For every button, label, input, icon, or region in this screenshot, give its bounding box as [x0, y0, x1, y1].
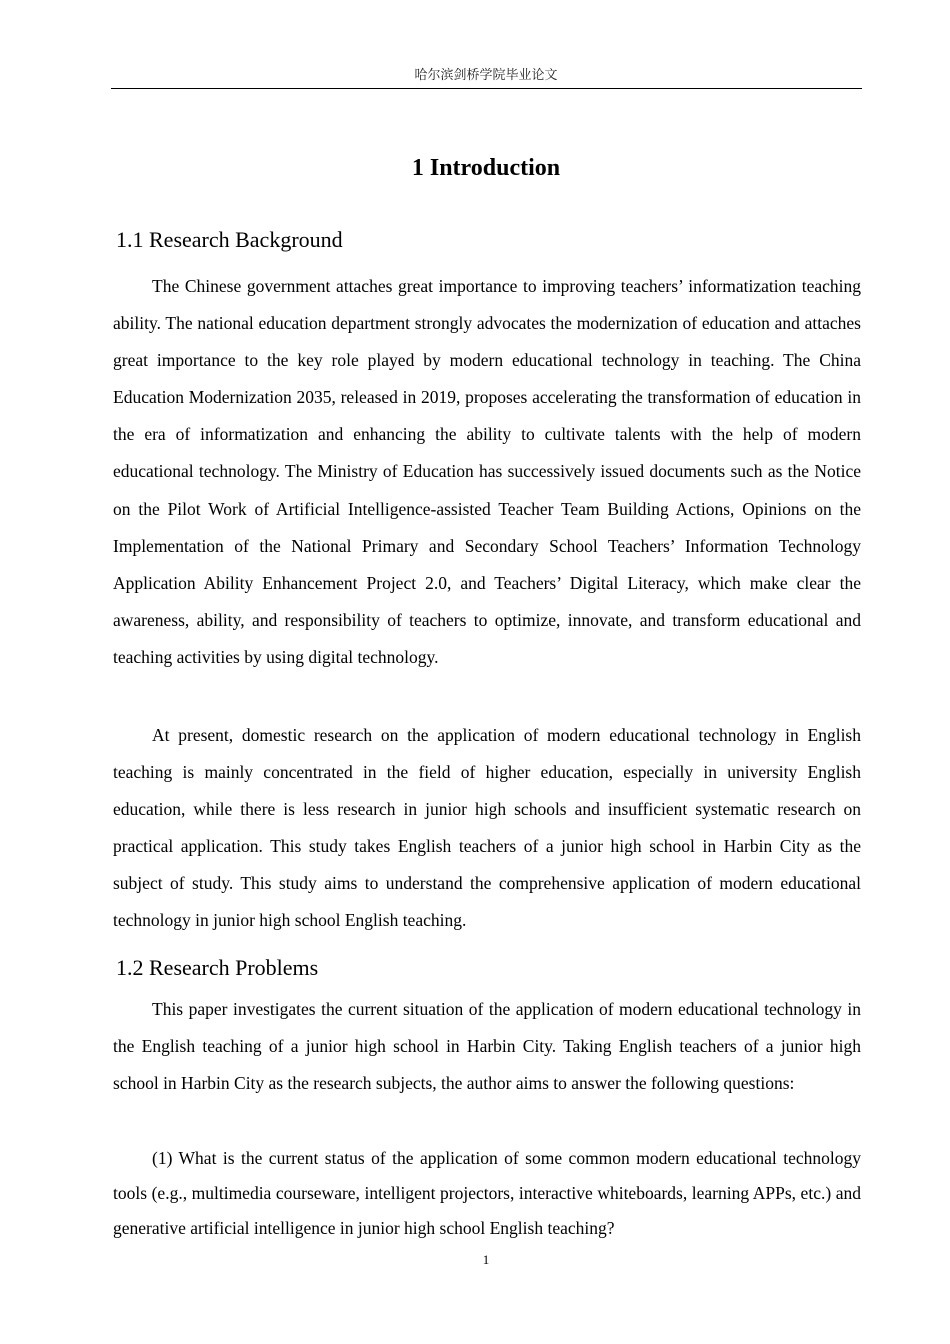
running-header: 哈尔滨剑桥学院毕业论文 [414, 67, 558, 82]
page-number: 1 [482, 1252, 490, 1267]
section-heading-research-problems: 1.2 Research Problems [116, 955, 319, 980]
header-divider [111, 88, 862, 89]
chapter-title: 1 Introduction [411, 155, 561, 181]
paragraph-question-1: (1) What is the current status of the application of some common modern educational technology tools (e.g., multimedia courseware, intelligent projectors, interactive whiteboards, learning APPs, etc.) and generative artificial intelligence in junior high school English teaching? [113, 1148, 861, 1238]
section-heading-research-background: 1.1 Research Background [116, 227, 343, 252]
paragraph-background-1: The Chinese government attaches great importance to improving teachers’ informatization teaching ability. The national education department strongly advocates the modernization of education and attaches great importance to the key role played by modern educational technology in teaching. The China Education Modernization 2035, released in 2019, proposes accelerating the transformation of education in the era of informatization and enhancing the ability to cultivate talents with the help of modern educational technology. The Ministry of Education has successively issued documents such as the Notice on the Pilot Work of Artificial Intelligence-assisted Teacher Team Building Actions, Opinions on the Implementation of the National Primary and Secondary School Teachers’ Information Technology Application Ability Enhancement Project 2.0, and Teachers’ Digital Literacy, which make clear the awareness, ability, and responsibility of teachers to optimize, innovate, and transform educational and teaching activities by using digital technology. [113, 276, 861, 667]
paragraph-problems-intro: This paper investigates the current situation of the application of modern educational technology in the English teaching of a junior high school in Harbin City. Taking English teachers of a junior high school in Harbin City as the research subjects, the author aims to answer the following questions: [113, 999, 861, 1093]
paragraph-background-2: At present, domestic research on the application of modern educational technology in English teaching is mainly concentrated in the field of higher education, especially in university English education, while there is less research in junior high schools and insufficient systematic research on practical application. This study takes English teachers of a junior high school in Harbin City as the subject of study. This study aims to understand the comprehensive application of modern educational technology in junior high school English teaching. [113, 725, 861, 931]
